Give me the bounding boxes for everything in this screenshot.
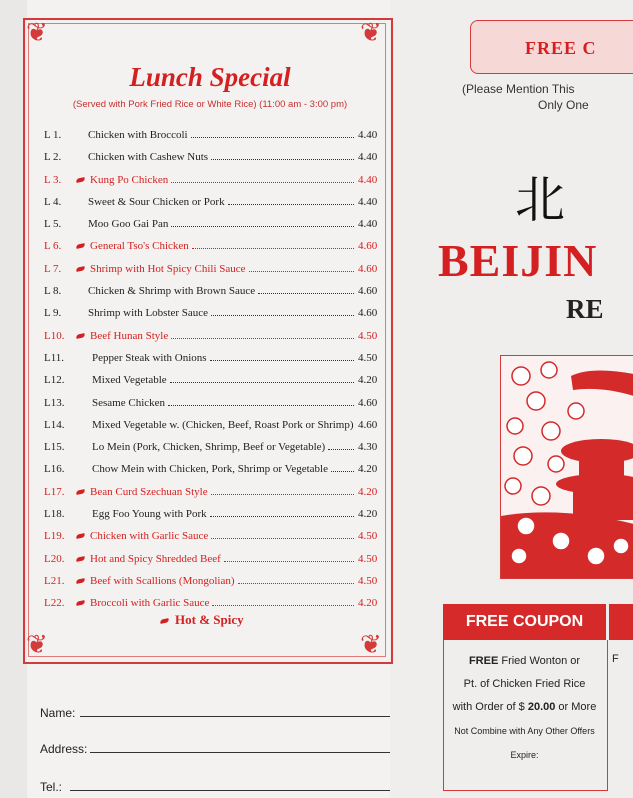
menu-item-price: 4.20 xyxy=(358,463,378,476)
menu-item-row xyxy=(44,572,384,594)
menu-item-code: L10. xyxy=(44,329,65,342)
menu-item-leader xyxy=(211,494,354,495)
name-field[interactable] xyxy=(80,716,390,717)
name-label: Name: xyxy=(40,706,76,720)
menu-item-price: 4.60 xyxy=(358,240,378,253)
menu-item-name: Kung Po Chicken xyxy=(90,173,169,186)
menu-title: Lunch Special xyxy=(129,62,291,92)
menu-item-name: Chicken with Cashew Nuts xyxy=(88,151,209,164)
menu-item-name: Bean Curd Szechuan Style xyxy=(90,485,208,498)
menu-item-name: Chow Mein with Chicken, Pork, Shrimp or Vegetable xyxy=(92,463,328,476)
menu-item-code: L19. xyxy=(44,530,65,543)
menu-item-name: Hot and Spicy Shredded Beef xyxy=(90,552,221,565)
menu-item-name: Sweet & Sour Chicken or Pork xyxy=(88,195,225,208)
menu-item-price: 4.20 xyxy=(358,374,378,387)
menu-item-price: 4.60 xyxy=(358,285,378,298)
coupon-amount: 20.00 xyxy=(527,701,556,713)
menu-item-leader xyxy=(224,561,354,562)
menu-item-row xyxy=(44,483,384,505)
menu-item-row xyxy=(44,260,384,282)
menu-item-name: Pepper Steak with Onions xyxy=(92,351,207,364)
menu-item-code: L 7. xyxy=(44,262,62,275)
corner-ornament-icon: ❦ xyxy=(26,18,48,48)
menu-item-price: 4.40 xyxy=(358,151,378,164)
menu-item-leader xyxy=(168,405,354,406)
address-label: Address: xyxy=(40,742,88,756)
legend-label: Hot & Spicy xyxy=(175,612,244,627)
tel-field[interactable] xyxy=(70,790,390,791)
menu-item-row xyxy=(44,237,384,259)
coupon-side-fragment: F xyxy=(612,653,619,665)
menu-item-row xyxy=(44,349,384,371)
menu-item-leader xyxy=(171,182,354,183)
menu-item-price: 4.40 xyxy=(358,218,378,231)
menu-item-leader xyxy=(249,271,354,272)
menu-item-price: 4.50 xyxy=(358,574,378,587)
menu-item-row xyxy=(44,304,384,326)
blossom-artwork-svg xyxy=(501,356,633,578)
menu-item-code: L20. xyxy=(44,552,65,565)
menu-item-leader xyxy=(212,605,354,606)
menu-item-name: Beef Hunan Style xyxy=(90,329,169,342)
menu-item-code: L 8. xyxy=(44,285,62,298)
menu-item-code: L 6. xyxy=(44,240,62,253)
menu-item-price: 4.50 xyxy=(358,530,378,543)
corner-ornament-icon: ❦ xyxy=(26,630,48,660)
tel-label: Tel.: xyxy=(40,780,63,794)
menu-item-row xyxy=(44,460,384,482)
coupon-line-1 xyxy=(443,655,606,667)
restaurant-name: BEIJIN xyxy=(438,235,598,286)
menu-item-row xyxy=(44,527,384,549)
menu-item-leader xyxy=(211,315,354,316)
menu-item-name: Shrimp with Lobster Sauce xyxy=(88,307,209,320)
menu-item-price: 4.20 xyxy=(358,508,378,521)
coupon-line-1-rest: Fried Wonton or xyxy=(498,655,581,667)
menu-item-price: 4.30 xyxy=(358,441,378,454)
menu-item-price: 4.40 xyxy=(358,173,378,186)
hot-spicy-legend xyxy=(160,612,244,628)
menu-list xyxy=(44,126,384,617)
menu-item-price: 4.50 xyxy=(358,552,378,565)
menu-item-row xyxy=(44,215,384,237)
coupon-line-3-pre: with Order of $ xyxy=(452,701,528,713)
menu-item-price: 4.60 xyxy=(358,396,378,409)
menu-item-leader xyxy=(171,226,354,227)
menu-item-row xyxy=(44,438,384,460)
menu-item-row xyxy=(44,327,384,349)
menu-item-code: L13. xyxy=(44,396,65,409)
menu-item-name: Chicken & Shrimp with Brown Sauce xyxy=(88,285,256,298)
menu-item-price: 4.60 xyxy=(358,418,378,431)
menu-item-code: L 2. xyxy=(44,151,62,164)
menu-item-name: Chicken with Broccoli xyxy=(88,129,188,141)
coupon-title: FREE COUPON xyxy=(465,613,584,630)
address-field[interactable] xyxy=(90,752,390,753)
chinese-character: 北 xyxy=(515,171,565,229)
menu-item-code: L 5. xyxy=(44,218,62,231)
corner-ornament-icon: ❦ xyxy=(360,18,382,48)
menu-item-name: General Tso's Chicken xyxy=(90,240,189,253)
menu-item-price: 4.20 xyxy=(358,597,378,610)
menu-item-leader xyxy=(210,360,354,361)
menu-item-leader xyxy=(192,248,354,249)
menu-item-code: L21. xyxy=(44,574,65,587)
menu-item-code: L 9. xyxy=(44,307,62,320)
corner-ornament-icon: ❦ xyxy=(360,630,382,660)
menu-item-price: 4.40 xyxy=(358,195,378,208)
menu-item-leader xyxy=(210,516,354,517)
menu-item-leader xyxy=(191,137,354,138)
menu-item-leader xyxy=(238,583,354,584)
menu-item-name: Moo Goo Gai Pan xyxy=(88,218,169,231)
menu-item-code: L12. xyxy=(44,374,65,387)
menu-item-name: Beef with Scallions (Mongolian) xyxy=(90,574,235,587)
menu-item-name: Egg Foo Young with Pork xyxy=(92,508,207,521)
menu-item-leader xyxy=(331,471,354,472)
menu-subtitle: (Served with Pork Fried Rice or White Rice) (11:00 am - 3:00 pm) xyxy=(72,99,348,110)
coupon-line-4: Not Combine with Any Other Offers xyxy=(454,726,595,736)
menu-item-name: Shrimp with Hot Spicy Chili Sauce xyxy=(90,262,246,275)
menu-item-price: 4.60 xyxy=(358,262,378,275)
mention-text: (Please Mention This xyxy=(462,82,575,96)
menu-item-name: Sesame Chicken xyxy=(92,396,166,409)
menu-item-price: 4.40 xyxy=(358,129,378,141)
menu-item-leader xyxy=(258,293,354,294)
pepper-icon xyxy=(160,618,170,624)
menu-item-name: Lo Mein (Pork, Chicken, Shrimp, Beef or Vegetable) xyxy=(92,441,326,454)
menu-item-name: Mixed Vegetable w. (Chicken, Beef, Roast Pork or Shrimp) xyxy=(92,418,354,431)
menu-item-code: L 4. xyxy=(44,195,62,208)
menu-item-name: Mixed Vegetable xyxy=(92,374,167,387)
menu-item-row xyxy=(44,148,384,170)
coupon-free-word: FREE xyxy=(468,655,499,667)
menu-item-row xyxy=(44,371,384,393)
menu-item-price: 4.60 xyxy=(358,307,378,320)
menu-item-code: L11. xyxy=(44,351,65,364)
menu-item-code: L18. xyxy=(44,508,65,521)
menu-item-price: 4.50 xyxy=(358,329,378,342)
menu-item-row xyxy=(44,193,384,215)
menu-item-code: L17. xyxy=(44,485,65,498)
menu-item-row xyxy=(44,394,384,416)
menu-item-row xyxy=(44,505,384,527)
menu-item-code: L 1. xyxy=(44,129,62,141)
menu-item-code: L16. xyxy=(44,463,65,476)
coupon-line-3-post: or More xyxy=(555,701,597,713)
menu-item-leader xyxy=(211,538,354,539)
coupon-line-2: Pt. of Chicken Fried Rice xyxy=(463,678,586,690)
menu-item-leader xyxy=(211,159,354,160)
menu-item-name: Chicken with Garlic Sauce xyxy=(90,530,209,543)
menu-item-name: Broccoli with Garlic Sauce xyxy=(90,597,210,610)
menu-item-row xyxy=(44,282,384,304)
coupon-line-3 xyxy=(443,701,606,713)
free-banner-text: FREE C xyxy=(525,38,597,58)
menu-item-leader xyxy=(171,338,354,339)
menu-item-code: L15. xyxy=(44,441,65,454)
menu-item-price: 4.50 xyxy=(358,351,378,364)
blossom-artwork xyxy=(500,355,633,579)
restaurant-word: RE xyxy=(566,294,604,324)
coupon-header-edge xyxy=(609,604,633,640)
menu-item-leader xyxy=(228,204,354,205)
menu-item-leader xyxy=(170,382,354,383)
menu-item-row xyxy=(44,171,384,193)
menu-item-row xyxy=(44,550,384,572)
menu-item-row xyxy=(44,416,384,438)
menu-item-code: L 3. xyxy=(44,173,62,186)
menu-item-leader xyxy=(328,449,354,450)
menu-item-price: 4.20 xyxy=(358,485,378,498)
coupon-expire: Expire: xyxy=(510,750,539,760)
only-one-text: Only One xyxy=(538,98,589,112)
menu-item-row xyxy=(44,126,384,148)
menu-item-code: L22. xyxy=(44,597,65,610)
menu-item-code: L14. xyxy=(44,418,65,431)
